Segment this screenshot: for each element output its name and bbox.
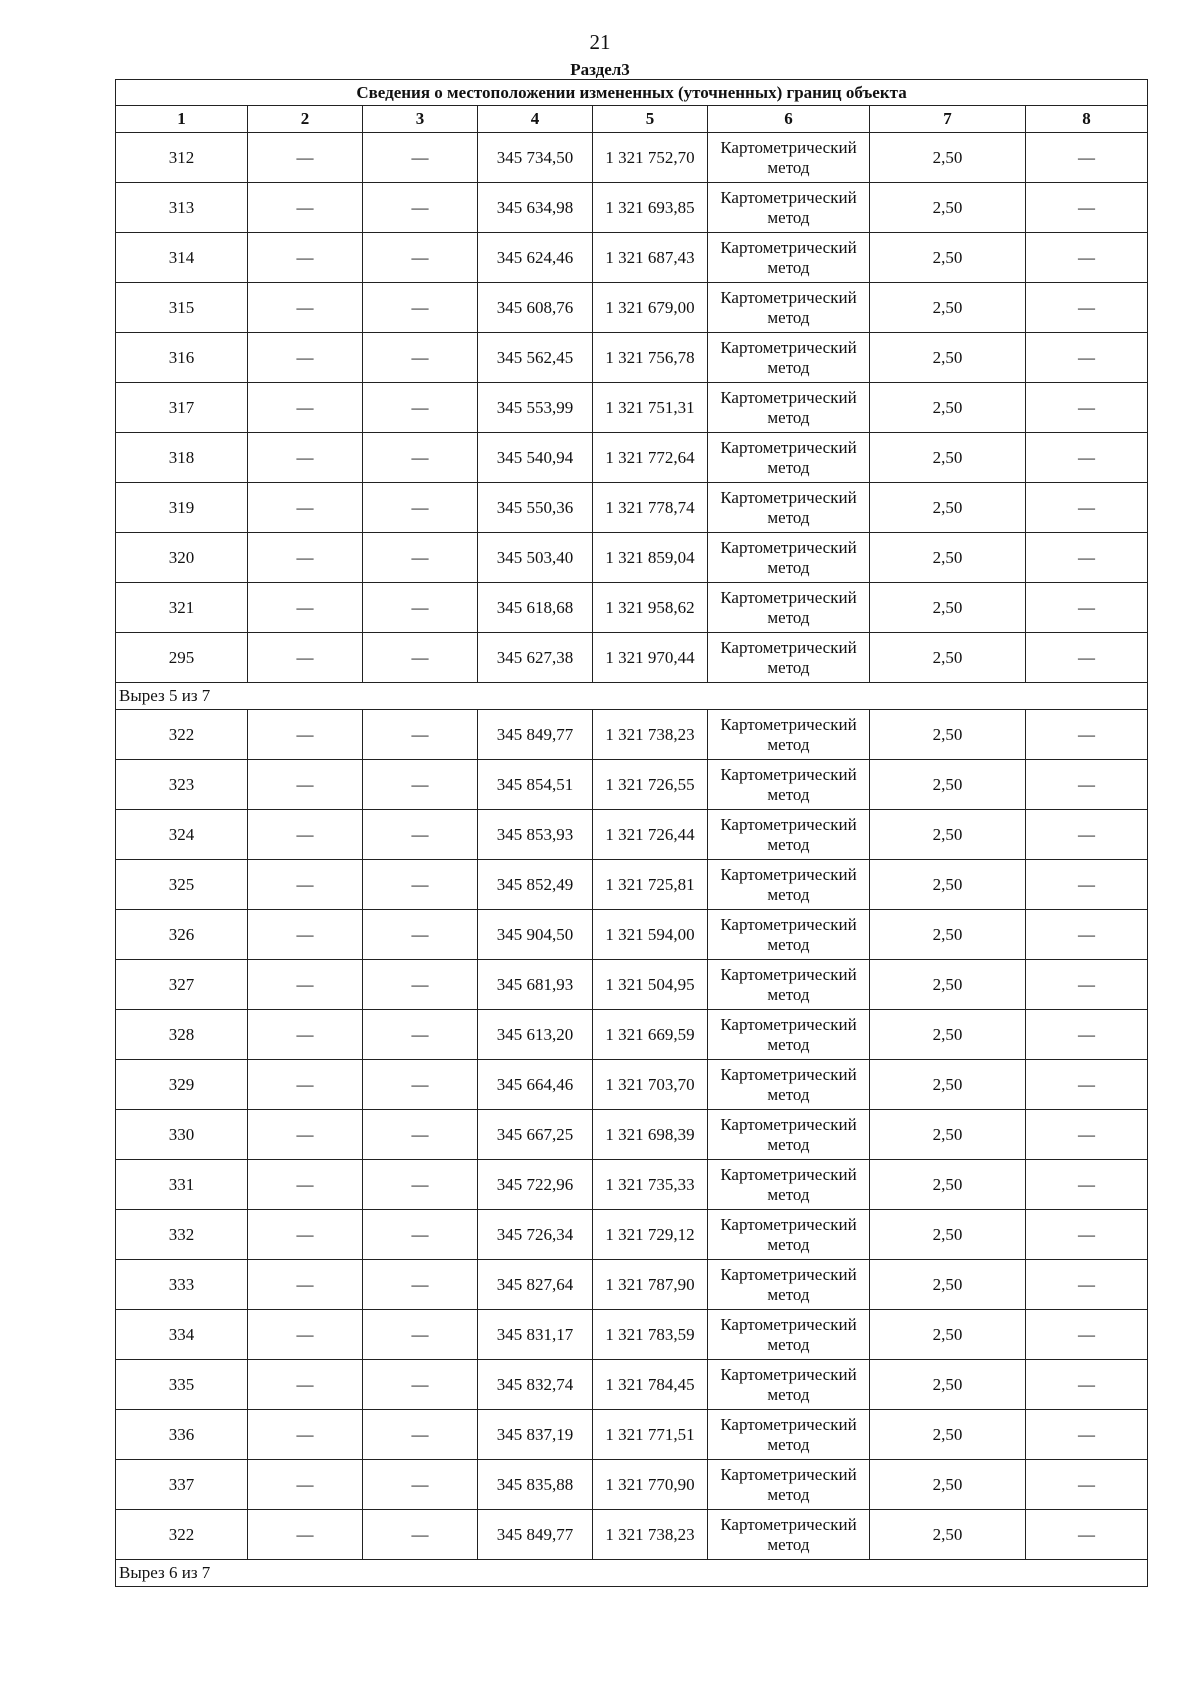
table-cell-col-4: 345 613,20 (478, 1010, 593, 1060)
table-cell-col-2: — (248, 1010, 363, 1060)
table-cell-col-7: 2,50 (870, 860, 1026, 910)
table-cell-col-6: Картометрический метод (708, 1460, 870, 1510)
table-cell-col-8: — (1026, 583, 1148, 633)
table-cell-col-5: 1 321 970,44 (593, 633, 708, 683)
table-cell-col-3: — (363, 710, 478, 760)
table-cell-col-4: 345 827,64 (478, 1260, 593, 1310)
table-cell-col-3: — (363, 1060, 478, 1110)
table-cell-col-5: 1 321 687,43 (593, 233, 708, 283)
column-header-2: 2 (248, 106, 363, 133)
table-cell-col-6: Картометрический метод (708, 383, 870, 433)
table-cell-col-5: 1 321 751,31 (593, 383, 708, 433)
table-cell-col-7: 2,50 (870, 533, 1026, 583)
table-cell-col-6: Картометрический метод (708, 1010, 870, 1060)
table-cell-col-1: 316 (116, 333, 248, 383)
table-cell-col-7: 2,50 (870, 1410, 1026, 1460)
table-cell-col-4: 345 831,17 (478, 1310, 593, 1360)
table-cell-col-6: Картометрический метод (708, 860, 870, 910)
table-cell-col-7: 2,50 (870, 1260, 1026, 1310)
table-cell-col-3: — (363, 1310, 478, 1360)
table-cell-col-7: 2,50 (870, 233, 1026, 283)
table-cell-col-7: 2,50 (870, 1360, 1026, 1410)
table-row (116, 960, 1148, 1010)
table-cell-col-2: — (248, 1460, 363, 1510)
table-cell-col-6: Картометрический метод (708, 483, 870, 533)
table-cell-col-7: 2,50 (870, 1010, 1026, 1060)
table-row (116, 533, 1148, 583)
table-cell-col-5: 1 321 771,51 (593, 1410, 708, 1460)
table-row (116, 760, 1148, 810)
table-cell-col-1: 322 (116, 710, 248, 760)
table-cell-col-2: — (248, 1310, 363, 1360)
table-cell-col-8: — (1026, 760, 1148, 810)
table-cell-col-8: — (1026, 333, 1148, 383)
table-row (116, 1060, 1148, 1110)
table-cell-col-7: 2,50 (870, 433, 1026, 483)
table-cell-col-8: — (1026, 483, 1148, 533)
table-cell-col-3: — (363, 283, 478, 333)
table-cell-col-8: — (1026, 960, 1148, 1010)
column-header-row (116, 106, 1148, 133)
table-cell-col-6: Картометрический метод (708, 533, 870, 583)
table-cell-col-5: 1 321 738,23 (593, 710, 708, 760)
table-cell-col-1: 335 (116, 1360, 248, 1410)
table-cell-col-1: 324 (116, 810, 248, 860)
table-row (116, 433, 1148, 483)
table-cell-col-4: 345 734,50 (478, 133, 593, 183)
table-cell-col-2: — (248, 810, 363, 860)
table-cell-col-4: 345 904,50 (478, 910, 593, 960)
table-cell-col-3: — (363, 633, 478, 683)
table-row (116, 1160, 1148, 1210)
table-cell-col-2: — (248, 133, 363, 183)
table-cell-col-8: — (1026, 1360, 1148, 1410)
table-cell-col-3: — (363, 1110, 478, 1160)
table-cell-col-4: 345 849,77 (478, 710, 593, 760)
table-cell-col-4: 345 726,34 (478, 1210, 593, 1260)
table-cell-col-6: Картометрический метод (708, 333, 870, 383)
table-cell-col-4: 345 553,99 (478, 383, 593, 433)
table-cell-col-4: 345 835,88 (478, 1460, 593, 1510)
table-row (116, 1260, 1148, 1310)
table-cell-col-2: — (248, 433, 363, 483)
table-cell-col-4: 345 540,94 (478, 433, 593, 483)
table-cell-col-7: 2,50 (870, 1460, 1026, 1510)
table-cell-col-2: — (248, 283, 363, 333)
table-row (116, 1110, 1148, 1160)
table-cell-col-7: 2,50 (870, 1210, 1026, 1260)
table-cell-col-6: Картометрический метод (708, 960, 870, 1010)
table-cell-col-1: 318 (116, 433, 248, 483)
table-cell-col-5: 1 321 756,78 (593, 333, 708, 383)
excerpt-label-row (116, 1560, 1148, 1587)
table-cell-col-3: — (363, 383, 478, 433)
table-cell-col-5: 1 321 787,90 (593, 1260, 708, 1310)
table-cell-col-6: Картометрический метод (708, 1160, 870, 1210)
table-cell-col-1: 330 (116, 1110, 248, 1160)
table-cell-col-2: — (248, 1510, 363, 1560)
table-cell-col-1: 315 (116, 283, 248, 333)
table-row (116, 633, 1148, 683)
table-cell-col-7: 2,50 (870, 1160, 1026, 1210)
table-cell-col-3: — (363, 1410, 478, 1460)
excerpt-label: Вырез 5 из 7 (116, 683, 1148, 710)
table-cell-col-5: 1 321 725,81 (593, 860, 708, 910)
table-cell-col-8: — (1026, 1210, 1148, 1260)
table-cell-col-5: 1 321 504,95 (593, 960, 708, 1010)
table-cell-col-8: — (1026, 810, 1148, 860)
table-cell-col-2: — (248, 1410, 363, 1460)
table-cell-col-6: Картометрический метод (708, 1110, 870, 1160)
table-cell-col-7: 2,50 (870, 633, 1026, 683)
table-cell-col-2: — (248, 333, 363, 383)
table-cell-col-2: — (248, 533, 363, 583)
table-cell-col-5: 1 321 735,33 (593, 1160, 708, 1210)
table-cell-col-2: — (248, 1210, 363, 1260)
table-cell-col-1: 319 (116, 483, 248, 533)
table-cell-col-1: 327 (116, 960, 248, 1010)
table-cell-col-3: — (363, 133, 478, 183)
table-cell-col-5: 1 321 778,74 (593, 483, 708, 533)
table-cell-col-8: — (1026, 383, 1148, 433)
table-cell-col-7: 2,50 (870, 1510, 1026, 1560)
table-cell-col-8: — (1026, 183, 1148, 233)
table-cell-col-3: — (363, 433, 478, 483)
table-cell-col-5: 1 321 726,44 (593, 810, 708, 860)
table-cell-col-5: 1 321 783,59 (593, 1310, 708, 1360)
table-cell-col-7: 2,50 (870, 483, 1026, 533)
table-cell-col-8: — (1026, 133, 1148, 183)
table-cell-col-7: 2,50 (870, 133, 1026, 183)
table-row (116, 1360, 1148, 1410)
table-cell-col-5: 1 321 693,85 (593, 183, 708, 233)
table-cell-col-1: 325 (116, 860, 248, 910)
table-cell-col-4: 345 852,49 (478, 860, 593, 910)
table-row (116, 910, 1148, 960)
table-row (116, 133, 1148, 183)
table-cell-col-2: — (248, 760, 363, 810)
table-cell-col-8: — (1026, 1060, 1148, 1110)
table-cell-col-6: Картометрический метод (708, 433, 870, 483)
table-cell-col-1: 333 (116, 1260, 248, 1310)
table-cell-col-6: Картометрический метод (708, 583, 870, 633)
table-cell-col-1: 317 (116, 383, 248, 433)
table-cell-col-8: — (1026, 910, 1148, 960)
table-cell-col-3: — (363, 960, 478, 1010)
table-cell-col-4: 345 562,45 (478, 333, 593, 383)
table-cell-col-3: — (363, 1210, 478, 1260)
table-body (116, 133, 1148, 1587)
table-cell-col-7: 2,50 (870, 960, 1026, 1010)
table-cell-col-8: — (1026, 233, 1148, 283)
table-cell-col-8: — (1026, 1460, 1148, 1510)
table-cell-col-7: 2,50 (870, 760, 1026, 810)
table-cell-col-8: — (1026, 860, 1148, 910)
table-cell-col-4: 345 550,36 (478, 483, 593, 533)
table-row (116, 283, 1148, 333)
table-cell-col-5: 1 321 752,70 (593, 133, 708, 183)
table-cell-col-1: 323 (116, 760, 248, 810)
table-cell-col-7: 2,50 (870, 333, 1026, 383)
table-cell-col-7: 2,50 (870, 1310, 1026, 1360)
table-cell-col-8: — (1026, 1260, 1148, 1310)
table-cell-col-7: 2,50 (870, 1060, 1026, 1110)
table-row (116, 183, 1148, 233)
column-header-1: 1 (116, 106, 248, 133)
table-cell-col-2: — (248, 910, 363, 960)
table-cell-col-5: 1 321 772,64 (593, 433, 708, 483)
table-cell-col-3: — (363, 810, 478, 860)
table-cell-col-6: Картометрический метод (708, 910, 870, 960)
table-row (116, 1410, 1148, 1460)
table-cell-col-5: 1 321 669,59 (593, 1010, 708, 1060)
column-header-5: 5 (593, 106, 708, 133)
table-row (116, 1310, 1148, 1360)
table-cell-col-5: 1 321 859,04 (593, 533, 708, 583)
table-cell-col-4: 345 667,25 (478, 1110, 593, 1160)
table-cell-col-5: 1 321 958,62 (593, 583, 708, 633)
table-cell-col-6: Картометрический метод (708, 183, 870, 233)
column-header-8: 8 (1026, 106, 1148, 133)
table-row (116, 483, 1148, 533)
table-cell-col-4: 345 624,46 (478, 233, 593, 283)
table-cell-col-4: 345 837,19 (478, 1410, 593, 1460)
table-cell-col-3: — (363, 583, 478, 633)
table-cell-col-4: 345 722,96 (478, 1160, 593, 1210)
table-cell-col-6: Картометрический метод (708, 1210, 870, 1260)
table-cell-col-2: — (248, 860, 363, 910)
table-cell-col-7: 2,50 (870, 910, 1026, 960)
table-cell-col-2: — (248, 1160, 363, 1210)
table-cell-col-7: 2,50 (870, 283, 1026, 333)
table-caption: Сведения о местоположении измененных (уточненных) границ объекта (116, 80, 1148, 106)
table-cell-col-5: 1 321 729,12 (593, 1210, 708, 1260)
table-cell-col-7: 2,50 (870, 183, 1026, 233)
table-row (116, 233, 1148, 283)
table-cell-col-5: 1 321 784,45 (593, 1360, 708, 1410)
table-cell-col-8: — (1026, 433, 1148, 483)
table-cell-col-1: 320 (116, 533, 248, 583)
excerpt-label: Вырез 6 из 7 (116, 1560, 1148, 1587)
table-cell-col-5: 1 321 738,23 (593, 1510, 708, 1560)
table-cell-col-2: — (248, 633, 363, 683)
table-cell-col-5: 1 321 698,39 (593, 1110, 708, 1160)
table-cell-col-3: — (363, 533, 478, 583)
table-cell-col-4: 345 618,68 (478, 583, 593, 633)
table-cell-col-2: — (248, 583, 363, 633)
table-cell-col-3: — (363, 910, 478, 960)
table-cell-col-1: 336 (116, 1410, 248, 1460)
table-cell-col-6: Картометрический метод (708, 1060, 870, 1110)
table-cell-col-8: — (1026, 1010, 1148, 1060)
table-cell-col-6: Картометрический метод (708, 633, 870, 683)
table-cell-col-3: — (363, 1010, 478, 1060)
table-row (116, 1210, 1148, 1260)
table-cell-col-2: — (248, 1360, 363, 1410)
page-number: 21 (589, 30, 611, 54)
table-cell-col-1: 326 (116, 910, 248, 960)
table-cell-col-4: 345 853,93 (478, 810, 593, 860)
table-cell-col-1: 337 (116, 1460, 248, 1510)
table-cell-col-3: — (363, 333, 478, 383)
table-cell-col-2: — (248, 960, 363, 1010)
table-cell-col-7: 2,50 (870, 710, 1026, 760)
table-cell-col-1: 328 (116, 1010, 248, 1060)
table-cell-col-4: 345 681,93 (478, 960, 593, 1010)
table-cell-col-8: — (1026, 1410, 1148, 1460)
table-cell-col-1: 295 (116, 633, 248, 683)
table-cell-col-5: 1 321 594,00 (593, 910, 708, 960)
table-cell-col-1: 332 (116, 1210, 248, 1260)
table-cell-col-3: — (363, 1510, 478, 1560)
table-cell-col-7: 2,50 (870, 810, 1026, 860)
table-cell-col-6: Картометрический метод (708, 283, 870, 333)
table-cell-col-3: — (363, 1360, 478, 1410)
table-cell-col-8: — (1026, 633, 1148, 683)
table-cell-col-6: Картометрический метод (708, 1360, 870, 1410)
table-cell-col-5: 1 321 703,70 (593, 1060, 708, 1110)
table-cell-col-8: — (1026, 710, 1148, 760)
table-cell-col-4: 345 849,77 (478, 1510, 593, 1560)
table-cell-col-2: — (248, 1060, 363, 1110)
column-header-3: 3 (363, 106, 478, 133)
table-cell-col-1: 322 (116, 1510, 248, 1560)
table-cell-col-8: — (1026, 1160, 1148, 1210)
table-cell-col-4: 345 608,76 (478, 283, 593, 333)
table-cell-col-2: — (248, 483, 363, 533)
table-cell-col-6: Картометрический метод (708, 810, 870, 860)
table-cell-col-2: — (248, 710, 363, 760)
table-cell-col-4: 345 854,51 (478, 760, 593, 810)
table-cell-col-3: — (363, 1260, 478, 1310)
table-row (116, 583, 1148, 633)
table-cell-col-6: Картометрический метод (708, 133, 870, 183)
column-header-7: 7 (870, 106, 1026, 133)
table-cell-col-6: Картометрический метод (708, 760, 870, 810)
table-cell-col-2: — (248, 1260, 363, 1310)
table-cell-col-7: 2,50 (870, 583, 1026, 633)
table-row (116, 810, 1148, 860)
table-cell-col-5: 1 321 726,55 (593, 760, 708, 810)
table-cell-col-4: 345 634,98 (478, 183, 593, 233)
table-row (116, 1510, 1148, 1560)
table-cell-col-1: 314 (116, 233, 248, 283)
table-cell-col-4: 345 664,46 (478, 1060, 593, 1110)
table-cell-col-6: Картометрический метод (708, 1510, 870, 1560)
table-cell-col-1: 334 (116, 1310, 248, 1360)
section-title: Раздел3 (570, 60, 630, 79)
table-row (116, 333, 1148, 383)
table-cell-col-2: — (248, 1110, 363, 1160)
table-cell-col-3: — (363, 1460, 478, 1510)
table-cell-col-8: — (1026, 283, 1148, 333)
table-cell-col-8: — (1026, 533, 1148, 583)
table-row (116, 383, 1148, 433)
table-cell-col-3: — (363, 760, 478, 810)
column-header-6: 6 (708, 106, 870, 133)
table-cell-col-2: — (248, 233, 363, 283)
table-row (116, 710, 1148, 760)
table-row (116, 860, 1148, 910)
table-cell-col-8: — (1026, 1310, 1148, 1360)
table-cell-col-3: — (363, 860, 478, 910)
table-cell-col-4: 345 832,74 (478, 1360, 593, 1410)
table-cell-col-6: Картометрический метод (708, 710, 870, 760)
table-cell-col-7: 2,50 (870, 1110, 1026, 1160)
table-cell-col-1: 312 (116, 133, 248, 183)
table-cell-col-1: 329 (116, 1060, 248, 1110)
table-cell-col-1: 321 (116, 583, 248, 633)
table-cell-col-1: 313 (116, 183, 248, 233)
table-cell-col-8: — (1026, 1510, 1148, 1560)
table-cell-col-2: — (248, 183, 363, 233)
table-row (116, 1460, 1148, 1510)
table-cell-col-6: Картометрический метод (708, 233, 870, 283)
table-cell-col-3: — (363, 483, 478, 533)
boundary-coordinates-table (115, 79, 1148, 1587)
table-cell-col-6: Картометрический метод (708, 1310, 870, 1360)
table-cell-col-4: 345 627,38 (478, 633, 593, 683)
table-cell-col-3: — (363, 183, 478, 233)
table-cell-col-5: 1 321 770,90 (593, 1460, 708, 1510)
table-cell-col-1: 331 (116, 1160, 248, 1210)
table-cell-col-4: 345 503,40 (478, 533, 593, 583)
table-cell-col-5: 1 321 679,00 (593, 283, 708, 333)
table-cell-col-3: — (363, 1160, 478, 1210)
table-cell-col-3: — (363, 233, 478, 283)
table-cell-col-6: Картометрический метод (708, 1260, 870, 1310)
table-cell-col-7: 2,50 (870, 383, 1026, 433)
column-header-4: 4 (478, 106, 593, 133)
table-cell-col-6: Картометрический метод (708, 1410, 870, 1460)
table-cell-col-2: — (248, 383, 363, 433)
table-row (116, 1010, 1148, 1060)
excerpt-label-row (116, 683, 1148, 710)
table-cell-col-8: — (1026, 1110, 1148, 1160)
